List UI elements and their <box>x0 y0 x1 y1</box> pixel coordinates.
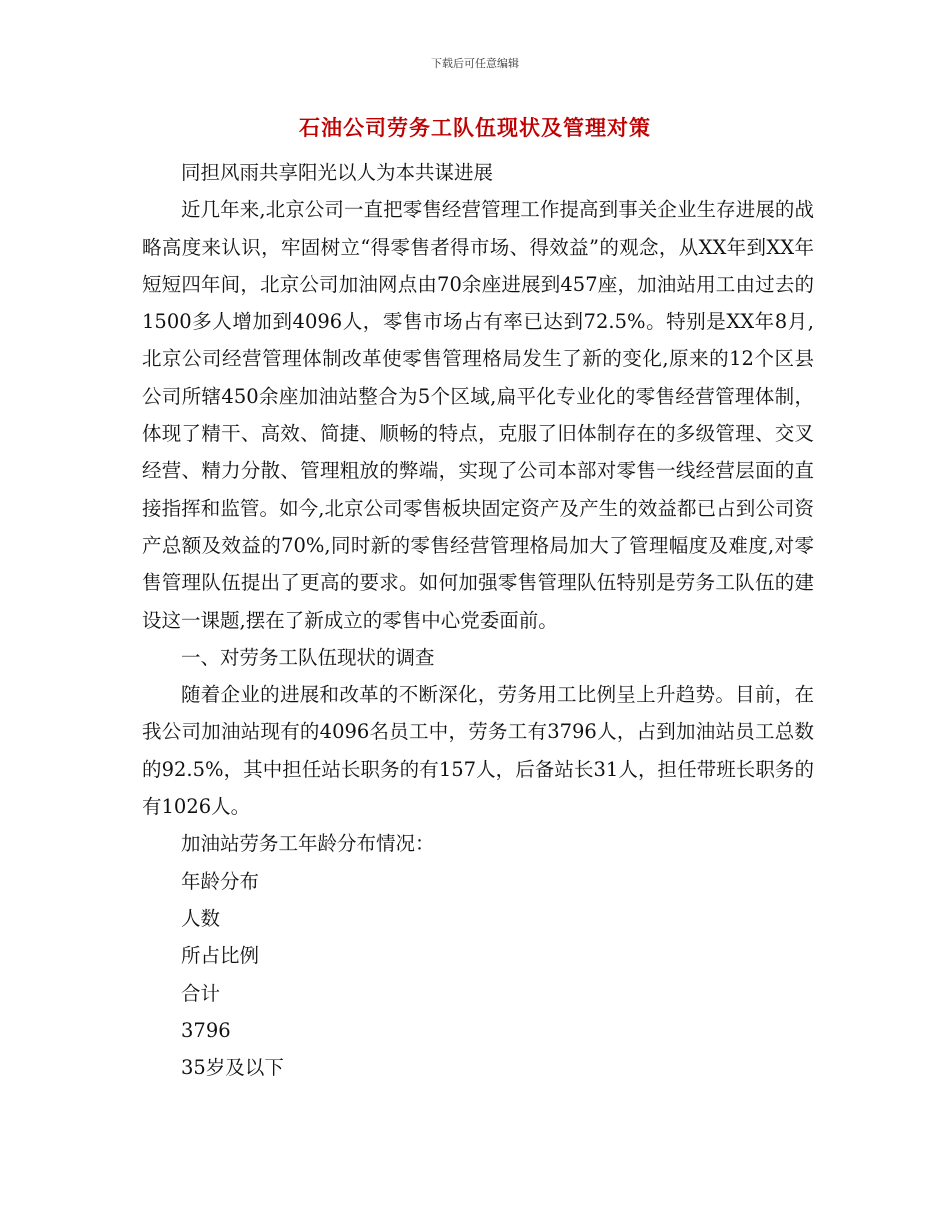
section-heading-1: 一、对劳务工队伍现状的调查 <box>181 645 435 669</box>
document-body <box>142 154 814 1086</box>
paragraph-age-distribution: 加油站劳务工年龄分布情况： <box>181 832 435 856</box>
table-header-count: 人数 <box>181 906 221 930</box>
paragraph-slogan: 同担风雨共享阳光以人为本共谋进展 <box>181 161 494 184</box>
table-row-total-label: 合计 <box>181 981 221 1005</box>
paragraph-survey: 随着企业的进展和改革的不断深化，劳务用工比例呈上升趋势。目前，在我公司加油站现有的4096名员工中，劳务工有3796人，占到加油站员工总数的92.5%，其中担任站长职务的有157人，后备站长31人，担任带班长职务的有1026人。 <box>142 683 814 819</box>
table-row-age-35-below: 35岁及以下 <box>181 1056 284 1080</box>
table-header-ratio: 所占比例 <box>181 944 260 968</box>
table-header-age: 年龄分布 <box>181 869 260 893</box>
table-row-total-value: 3796 <box>181 1018 231 1042</box>
header-note: 下载后可任意编辑 <box>431 57 519 70</box>
document-title: 石油公司劳务工队伍现状及管理对策 <box>299 115 651 140</box>
paragraph-intro: 近几年来,北京公司一直把零售经营管理工作提高到事关企业生存进展的战略高度来认识，牢固树立“得零售者得市场、得效益”的观念，从XX年到XX年短短四年间，北京公司加油网点由70余座进展到457座，加油站用工由过去的1500多人增加到4096人，零售市场占有率已达到72.5%。特别是XX年8月,北京公司经营管理体制改革使零售管理格局发生了新的变化,原来的12个区县公司所辖450余座加油站整合为5个区域,扁平化专业化的零售经营管理体制，体现了精干、高效、简捷、顺畅的特点，克服了旧体制存在的多级管理、交叉经营、精力分散、管理粗放的弊端，实现了公司本部对零售一线经营层面的直接指挥和监管。如今,北京公司零售板块固定资产及产生的效益都已占到公司资产总额及效益的70%,同时新的零售经营管理格局加大了管理幅度及难度,对零售管理队伍提出了更高的要求。如何加强零售管理队伍特别是劳务工队伍的建设这一课题,摆在了新成立的零售中心党委面前。 <box>142 198 814 632</box>
